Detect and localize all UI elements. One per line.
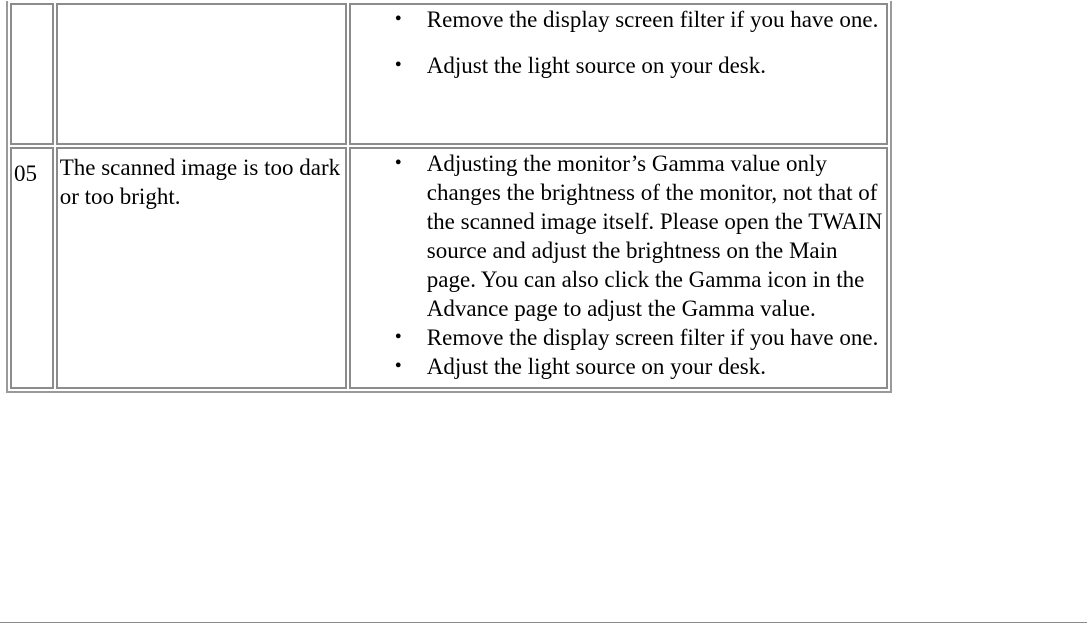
list-item	[351, 5, 886, 34]
solution-text: Remove the display screen filter if you have one.	[426, 325, 879, 350]
list-item	[351, 352, 886, 381]
solution-cell	[349, 147, 888, 389]
table-row	[10, 147, 888, 389]
solution-text: Adjusting the monitor’s Gamma value only changes the brightness of the monitor, not that of the scanned image itself. Please open the TWAIN source and adjust the brightness on the Main page. You can also click the Gamma icon in the Advance page to adjust the Gamma value.	[426, 151, 883, 321]
list-item	[351, 323, 886, 352]
bullet-icon: •	[394, 8, 402, 30]
solution-cell	[349, 3, 888, 145]
solution-list	[351, 149, 886, 381]
solution-list	[351, 5, 886, 80]
problem-number-cell	[10, 3, 54, 145]
troubleshooting-table	[6, 1, 892, 393]
solution-text: Adjust the light source on your desk.	[426, 53, 766, 78]
solution-text: Adjust the light source on your desk.	[426, 354, 766, 379]
problem-number-cell: 05	[10, 147, 54, 389]
list-item	[351, 51, 886, 80]
problem-description-cell	[56, 3, 347, 145]
bullet-icon: •	[394, 152, 402, 174]
page-divider	[0, 622, 1087, 623]
table-row	[10, 3, 888, 145]
bullet-icon: •	[394, 326, 402, 348]
bullet-icon: •	[394, 355, 402, 377]
bullet-icon: •	[394, 54, 402, 76]
problem-description-cell: The scanned image is too dark or too bright.	[56, 147, 347, 389]
list-item	[351, 149, 886, 323]
solution-text: Remove the display screen filter if you have one.	[426, 7, 879, 32]
